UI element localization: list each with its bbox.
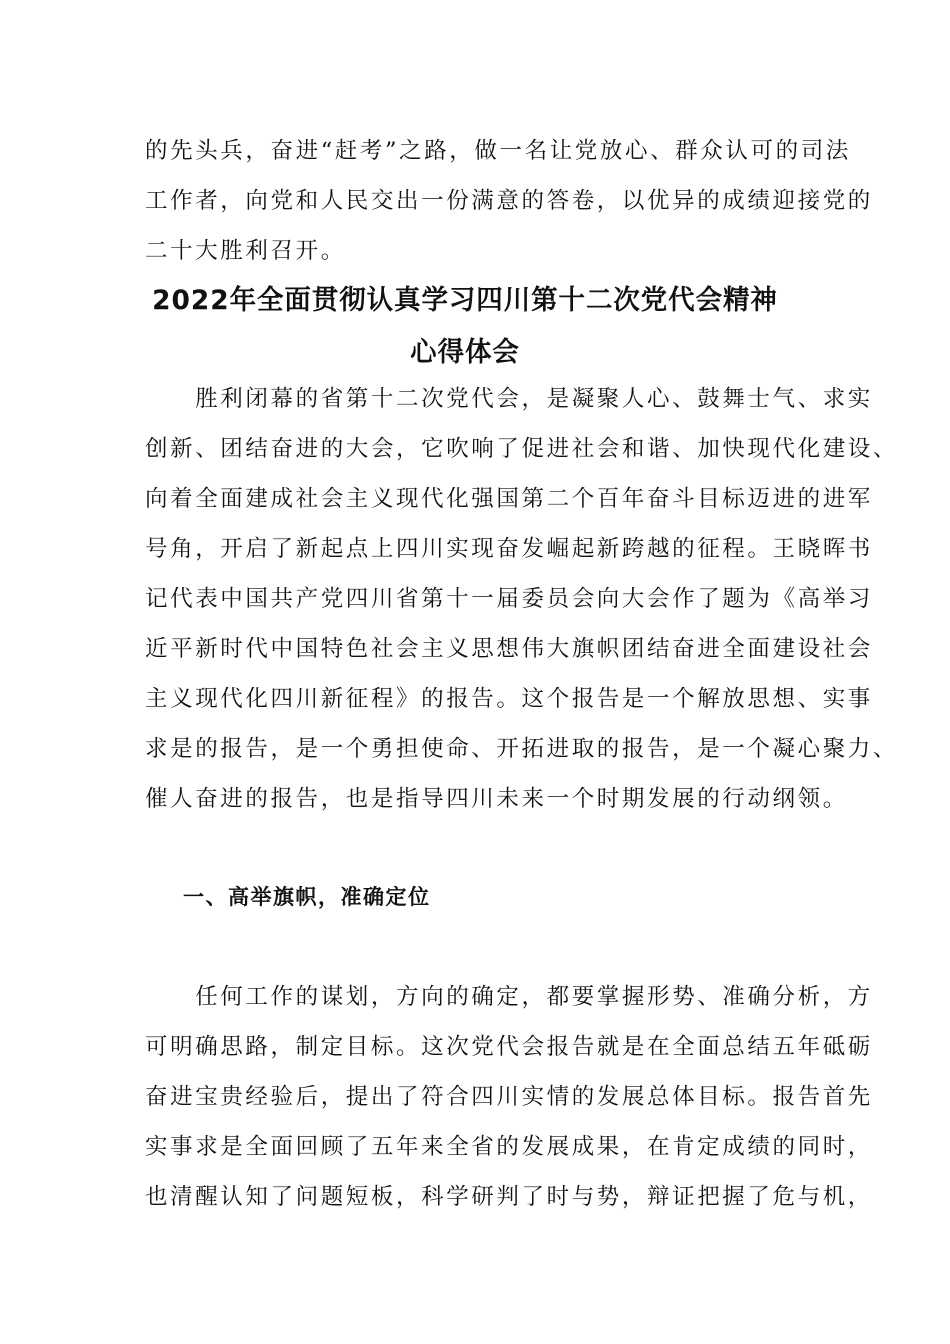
paragraph-line: 催人奋进的报告，也是指导四川未来一个时期发展的行动纲领。 [145,786,848,812]
paragraph-line: 主义现代化四川新征程》的报告。这个报告是一个解放思想、实事 [145,686,873,712]
document-title-line2: 心得体会 [410,337,520,368]
intro-line: 二十大胜利召开。 [145,238,346,264]
intro-line: 工作者，向党和人民交出一份满意的答卷，以优异的成绩迎接党的 [145,188,873,214]
paragraph-line: 胜利闭幕的省第十二次党代会，是凝聚人心、鼓舞士气、求实 [145,386,873,412]
paragraph-line: 号角，开启了新起点上四川实现奋发崛起新跨越的征程。王晓晖书 [145,536,873,562]
intro-line: 的先头兵，奋进“赶考”之路，做一名让党放心、群众认可的司法 [145,138,851,164]
document-title-line1: 2022年全面贯彻认真学习四川第十二次党代会精神 [152,285,778,316]
paragraph-line: 可明确思路，制定目标。这次党代会报告就是在全面总结五年砥砺 [145,1034,873,1060]
paragraph-line: 近平新时代中国特色社会主义思想伟大旗帜团结奋进全面建设社会 [145,636,873,662]
section-heading: 一、高举旗帜，准确定位 [183,885,431,909]
paragraph-line: 任何工作的谋划，方向的确定，都要掌握形势、准确分析，方 [145,984,873,1010]
paragraph-line: 记代表中国共产党四川省第十一届委员会向大会作了题为《高举习 [145,586,873,612]
paragraph-line: 创新、团结奋进的大会，它吹响了促进社会和谐、加快现代化建设、 [145,436,899,462]
paragraph-line: 向着全面建成社会主义现代化强国第二个百年奋斗目标迈进的进军 [145,486,873,512]
paragraph-line: 求是的报告，是一个勇担使命、开拓进取的报告，是一个凝心聚力、 [145,736,899,762]
paragraph-line: 奋进宝贵经验后，提出了符合四川实情的发展总体目标。报告首先 [145,1084,873,1110]
paragraph-line: 实事求是全面回顾了五年来全省的发展成果，在肯定成绩的同时， [145,1134,873,1160]
paragraph-line: 也清醒认知了问题短板，科学研判了时与势，辩证把握了危与机， [145,1184,873,1210]
